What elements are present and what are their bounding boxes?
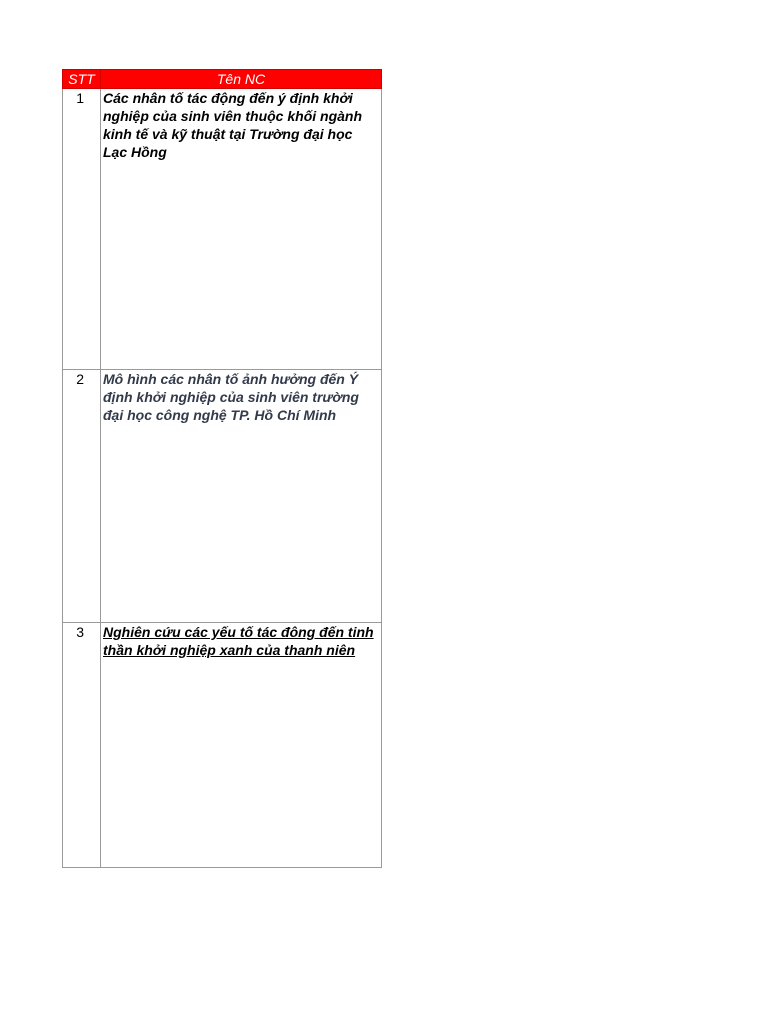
research-table <box>62 69 382 868</box>
table-header-row <box>63 70 382 89</box>
header-name[interactable]: Tên NC <box>101 70 382 89</box>
row-number-cell[interactable]: 1 <box>63 89 101 370</box>
table-row <box>63 370 382 623</box>
research-title-cell[interactable]: Các nhân tố tác động đến ý định khởi nghiệp của sinh viên thuộc khối ngành kinh tế và kỹ thuật tại Trường đại học Lạc Hồng <box>101 89 382 370</box>
row-number-cell[interactable]: 3 <box>63 623 101 868</box>
table-row <box>63 89 382 370</box>
table-row <box>63 623 382 868</box>
header-stt[interactable]: STT <box>63 70 101 89</box>
row-number-cell[interactable]: 2 <box>63 370 101 623</box>
research-title-cell[interactable]: Mô hình các nhân tố ảnh hưởng đến Ý định khởi nghiệp của sinh viên trường đại học công nghệ TP. Hồ Chí Minh <box>101 370 382 623</box>
research-title-link[interactable]: Nghiên cứu các yếu tố tác đông đến tinh thần khởi nghiệp xanh của thanh niên <box>101 623 382 868</box>
